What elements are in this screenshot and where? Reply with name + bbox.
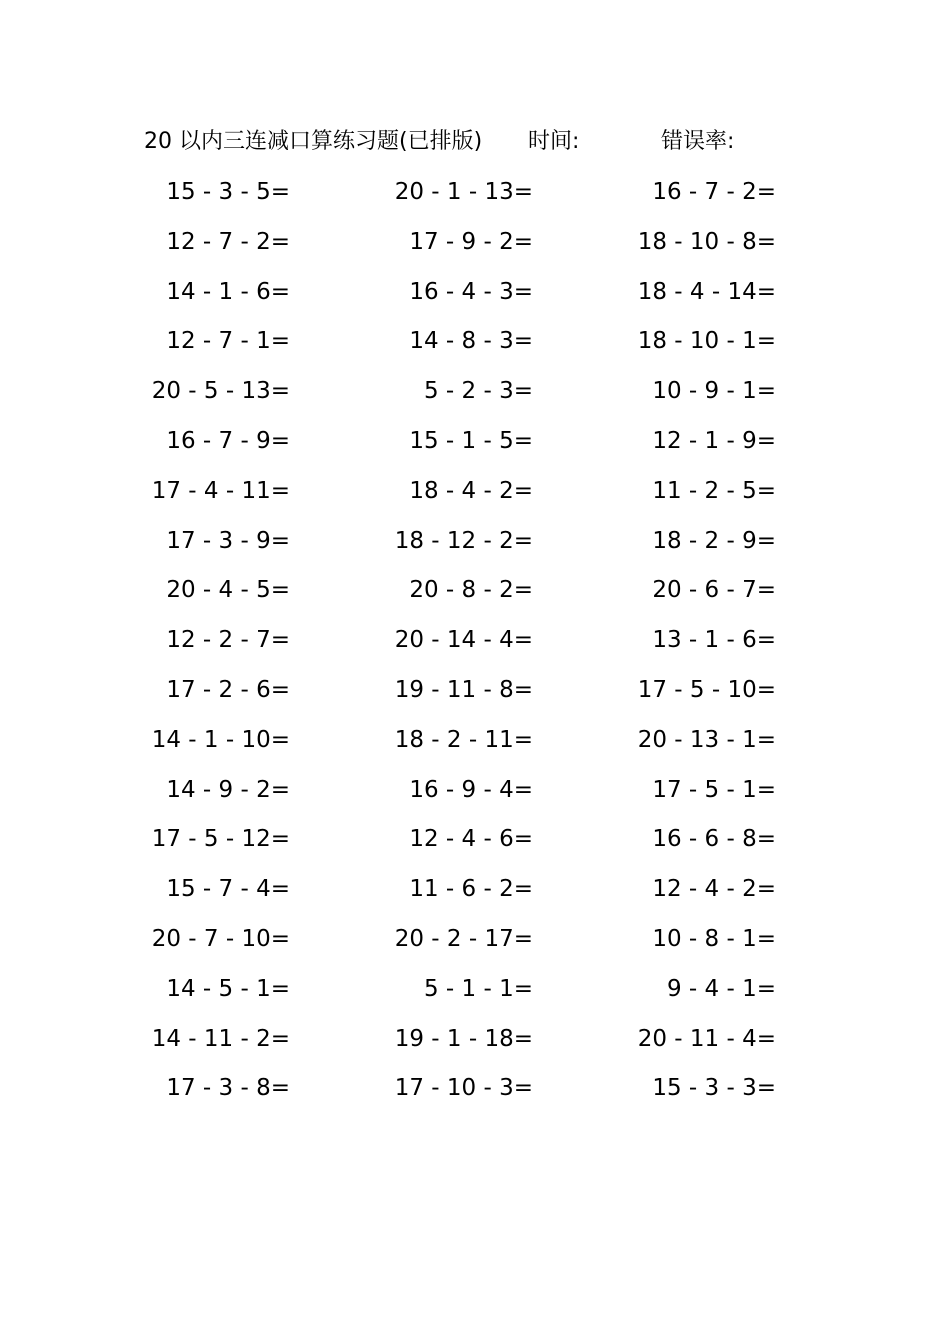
problem-item: 12 - 1 - 9=: [652, 427, 776, 454]
problem-item: 12 - 4 - 6=: [409, 826, 533, 853]
problem-row: [0, 521, 950, 571]
problem-row: [0, 919, 950, 969]
problem-item: 9 - 4 - 1=: [666, 975, 776, 1002]
problem-item: 18 - 4 - 2=: [409, 477, 533, 504]
problem-item: 20 - 1 - 13=: [394, 179, 533, 205]
problem-item: 17 - 2 - 6=: [166, 676, 290, 703]
problem-item: 14 - 11 - 2=: [151, 1025, 290, 1052]
problem-row: [0, 969, 950, 1019]
problem-item: 16 - 9 - 4=: [409, 776, 533, 803]
problem-item: 17 - 5 - 1=: [652, 776, 776, 803]
problem-item: 17 - 3 - 8=: [166, 1075, 290, 1102]
problem-item: 5 - 2 - 3=: [423, 378, 533, 405]
problem-item: 16 - 6 - 8=: [652, 826, 776, 853]
problem-item: 14 - 1 - 6=: [166, 278, 290, 305]
problem-row: [0, 620, 950, 670]
problem-row: [0, 1068, 950, 1118]
problem-item: 10 - 8 - 1=: [652, 925, 776, 952]
problem-item: 20 - 4 - 5=: [166, 577, 290, 604]
problem-item: 20 - 13 - 1=: [637, 726, 776, 753]
problem-item: 18 - 10 - 8=: [637, 228, 776, 255]
time-label: 时间:: [528, 129, 580, 154]
problem-item: 20 - 11 - 4=: [637, 1025, 776, 1052]
problem-row: [0, 869, 950, 919]
problem-row: [0, 1019, 950, 1069]
problem-item: 14 - 5 - 1=: [166, 975, 290, 1002]
problem-row: [0, 770, 950, 820]
problem-item: 17 - 4 - 11=: [151, 477, 290, 504]
problem-item: 12 - 4 - 2=: [652, 876, 776, 903]
problem-item: 11 - 2 - 5=: [652, 477, 776, 504]
problem-item: 18 - 12 - 2=: [394, 527, 533, 554]
problem-item: 12 - 2 - 7=: [166, 627, 290, 654]
problem-item: 18 - 10 - 1=: [637, 328, 776, 355]
problem-item: 12 - 7 - 2=: [166, 228, 290, 255]
problem-row: [0, 819, 950, 869]
problem-item: 12 - 7 - 1=: [166, 328, 290, 355]
problem-item: 16 - 4 - 3=: [409, 278, 533, 305]
problem-item: 17 - 5 - 10=: [637, 676, 776, 703]
problem-item: 10 - 9 - 1=: [652, 378, 776, 405]
problem-item: 5 - 1 - 1=: [423, 975, 533, 1002]
problem-row: [0, 421, 950, 471]
worksheet-header: [0, 124, 950, 160]
problem-item: 14 - 1 - 10=: [151, 726, 290, 753]
problem-row: [0, 720, 950, 770]
problem-item: 20 - 14 - 4=: [394, 627, 533, 654]
problem-item: 16 - 7 - 2=: [652, 179, 776, 205]
problem-item: 11 - 6 - 2=: [409, 876, 533, 903]
problem-item: 15 - 3 - 5=: [166, 179, 290, 205]
problem-item: 19 - 1 - 18=: [394, 1025, 533, 1052]
problem-item: 20 - 7 - 10=: [151, 925, 290, 952]
problem-item: 19 - 11 - 8=: [394, 676, 533, 703]
problem-item: 14 - 8 - 3=: [409, 328, 533, 355]
problem-item: 20 - 2 - 17=: [394, 925, 533, 952]
problem-row: [0, 272, 950, 322]
problem-row: [0, 570, 950, 620]
error-rate-label: 错误率:: [661, 129, 735, 154]
problem-item: 18 - 2 - 11=: [394, 726, 533, 753]
problem-item: 14 - 9 - 2=: [166, 776, 290, 803]
problem-item: 13 - 1 - 6=: [652, 627, 776, 654]
problem-item: 17 - 10 - 3=: [394, 1075, 533, 1102]
problem-row: [0, 172, 950, 222]
problem-item: 20 - 8 - 2=: [409, 577, 533, 604]
problem-item: 15 - 1 - 5=: [409, 427, 533, 454]
problem-item: 17 - 3 - 9=: [166, 527, 290, 554]
problem-row: [0, 371, 950, 421]
problem-row: [0, 471, 950, 521]
problem-item: 15 - 3 - 3=: [652, 1075, 776, 1102]
problem-item: 15 - 7 - 4=: [166, 876, 290, 903]
problem-row: [0, 670, 950, 720]
problem-item: 20 - 5 - 13=: [151, 378, 290, 405]
problem-item: 17 - 9 - 2=: [409, 228, 533, 255]
worksheet-title: 20 以内三连减口算练习题(已排版): [144, 129, 483, 154]
problem-grid: [0, 172, 950, 1118]
problem-item: 18 - 4 - 14=: [637, 278, 776, 305]
problem-item: 18 - 2 - 9=: [652, 527, 776, 554]
problem-item: 17 - 5 - 12=: [151, 826, 290, 853]
problem-item: 20 - 6 - 7=: [652, 577, 776, 604]
problem-row: [0, 321, 950, 371]
problem-item: 16 - 7 - 9=: [166, 427, 290, 454]
problem-row: [0, 222, 950, 272]
